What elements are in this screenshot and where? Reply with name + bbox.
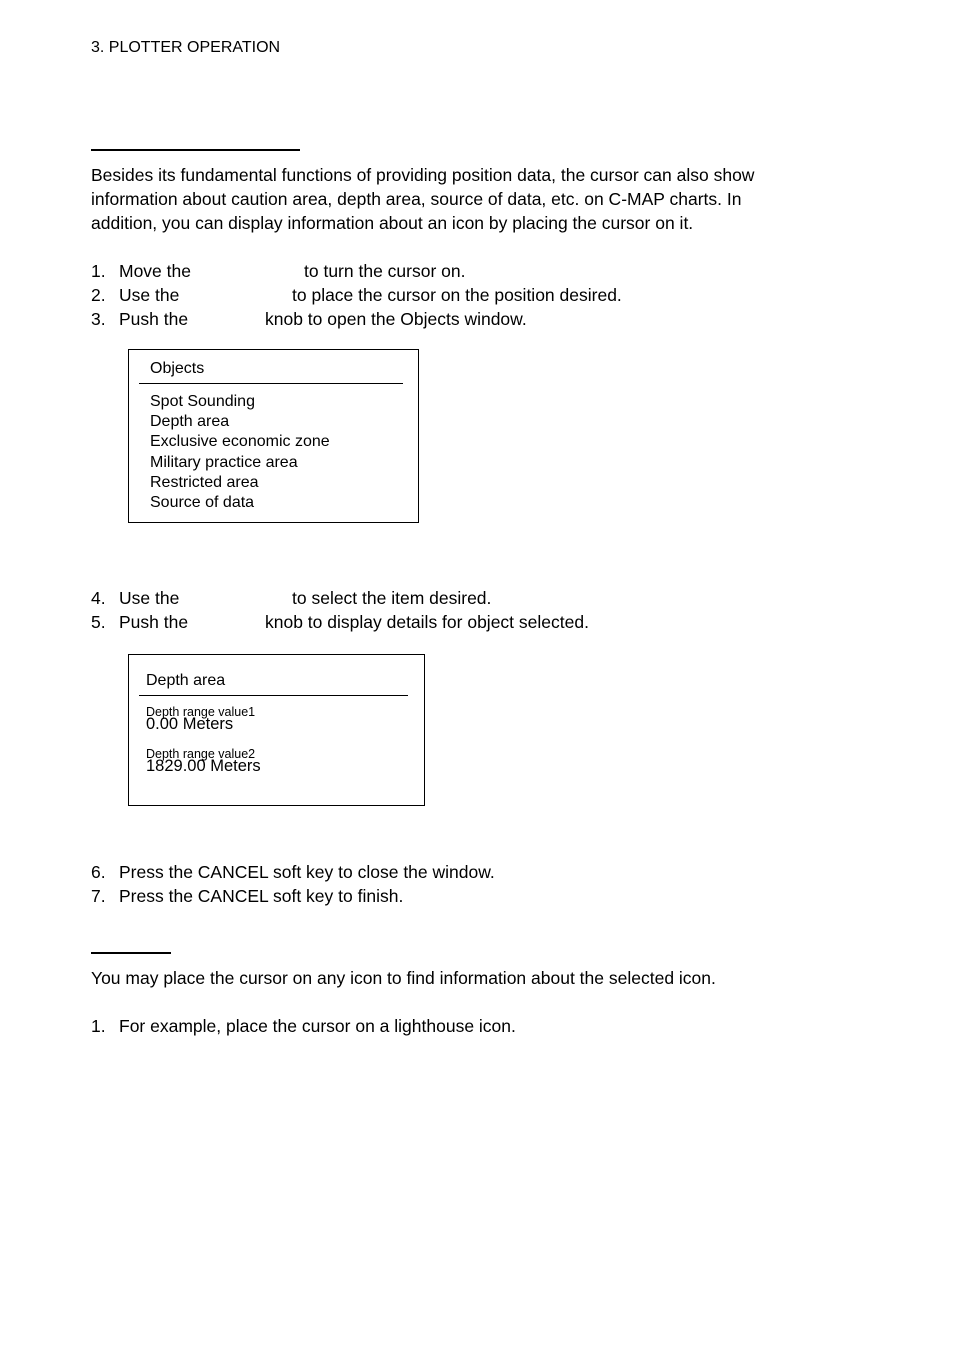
step-5-continuation: knob to display details for object selected.	[265, 612, 589, 632]
step-text-before: Move the	[119, 261, 191, 281]
objects-window-title: Objects	[150, 360, 205, 377]
step-2-continuation: to place the cursor on the position desired.	[292, 285, 622, 305]
objects-list-item: Depth area	[150, 413, 230, 431]
step-number: 2.	[91, 285, 106, 305]
step-text-before: Push the	[119, 309, 189, 329]
depth-area-window	[128, 654, 425, 806]
objects-list-item: Source of data	[150, 494, 255, 512]
running-head: 3. PLOTTER OPERATION	[91, 39, 281, 56]
objects-list-item: Spot Sounding	[150, 393, 255, 410]
objects-list-item: Military practice area	[150, 453, 298, 471]
intro-paragraph-line-2: information about caution area, depth area, source of data, etc. on C-MAP charts. In	[91, 189, 742, 209]
objects-list-item: Exclusive economic zone	[150, 433, 330, 451]
step-1	[91, 259, 191, 283]
step-6	[91, 860, 495, 884]
step-text-before: Use the	[119, 588, 180, 608]
depth-area-window-title: Depth area	[146, 672, 226, 689]
icon-section-step-1	[91, 1014, 516, 1038]
intro-paragraph-line-1: Besides its fundamental functions of providing position data, the cursor can also show	[91, 165, 755, 185]
step-text-before: Push the	[119, 612, 189, 632]
depth-range-value1: 0.00 Meters	[146, 715, 234, 733]
objects-list	[150, 392, 330, 513]
step-3-continuation: knob to open the Objects window.	[265, 309, 527, 329]
step-number: 5.	[91, 612, 106, 632]
section-heading-rule	[91, 149, 300, 151]
depth-range-value2-label: Depth range value2	[146, 747, 256, 761]
step-7	[91, 884, 403, 908]
objects-window	[128, 349, 419, 523]
step-number: 1.	[91, 261, 106, 281]
depth-range-value1-label: Depth range value1	[146, 705, 256, 719]
icon-section-heading-rule	[91, 952, 171, 954]
depth-range-value2: 1829.00 Meters	[146, 757, 261, 775]
step-4	[91, 586, 179, 610]
icon-section-paragraph: You may place the cursor on any icon to find information about the selected icon.	[91, 968, 716, 988]
step-text: For example, place the cursor on a lighthouse icon.	[119, 1016, 516, 1036]
step-number: 6.	[91, 862, 106, 882]
intro-paragraph-line-3: addition, you can display information about an icon by placing the cursor on it.	[91, 213, 694, 233]
step-number: 4.	[91, 588, 106, 608]
step-number: 1.	[91, 1016, 106, 1036]
step-text: Press the CANCEL soft key to finish.	[119, 886, 404, 906]
step-1-continuation: to turn the cursor on.	[304, 261, 466, 281]
objects-list-item: Restricted area	[150, 473, 259, 491]
step-3	[91, 307, 188, 331]
step-4-continuation: to select the item desired.	[292, 588, 492, 608]
step-text-before: Use the	[119, 285, 180, 305]
depth-area-window-title-rule	[139, 695, 408, 696]
step-2	[91, 283, 179, 307]
step-number: 7.	[91, 886, 106, 906]
objects-window-title-rule	[139, 383, 403, 384]
step-text: Press the CANCEL soft key to close the window.	[119, 862, 495, 882]
step-5	[91, 610, 188, 634]
step-number: 3.	[91, 309, 106, 329]
